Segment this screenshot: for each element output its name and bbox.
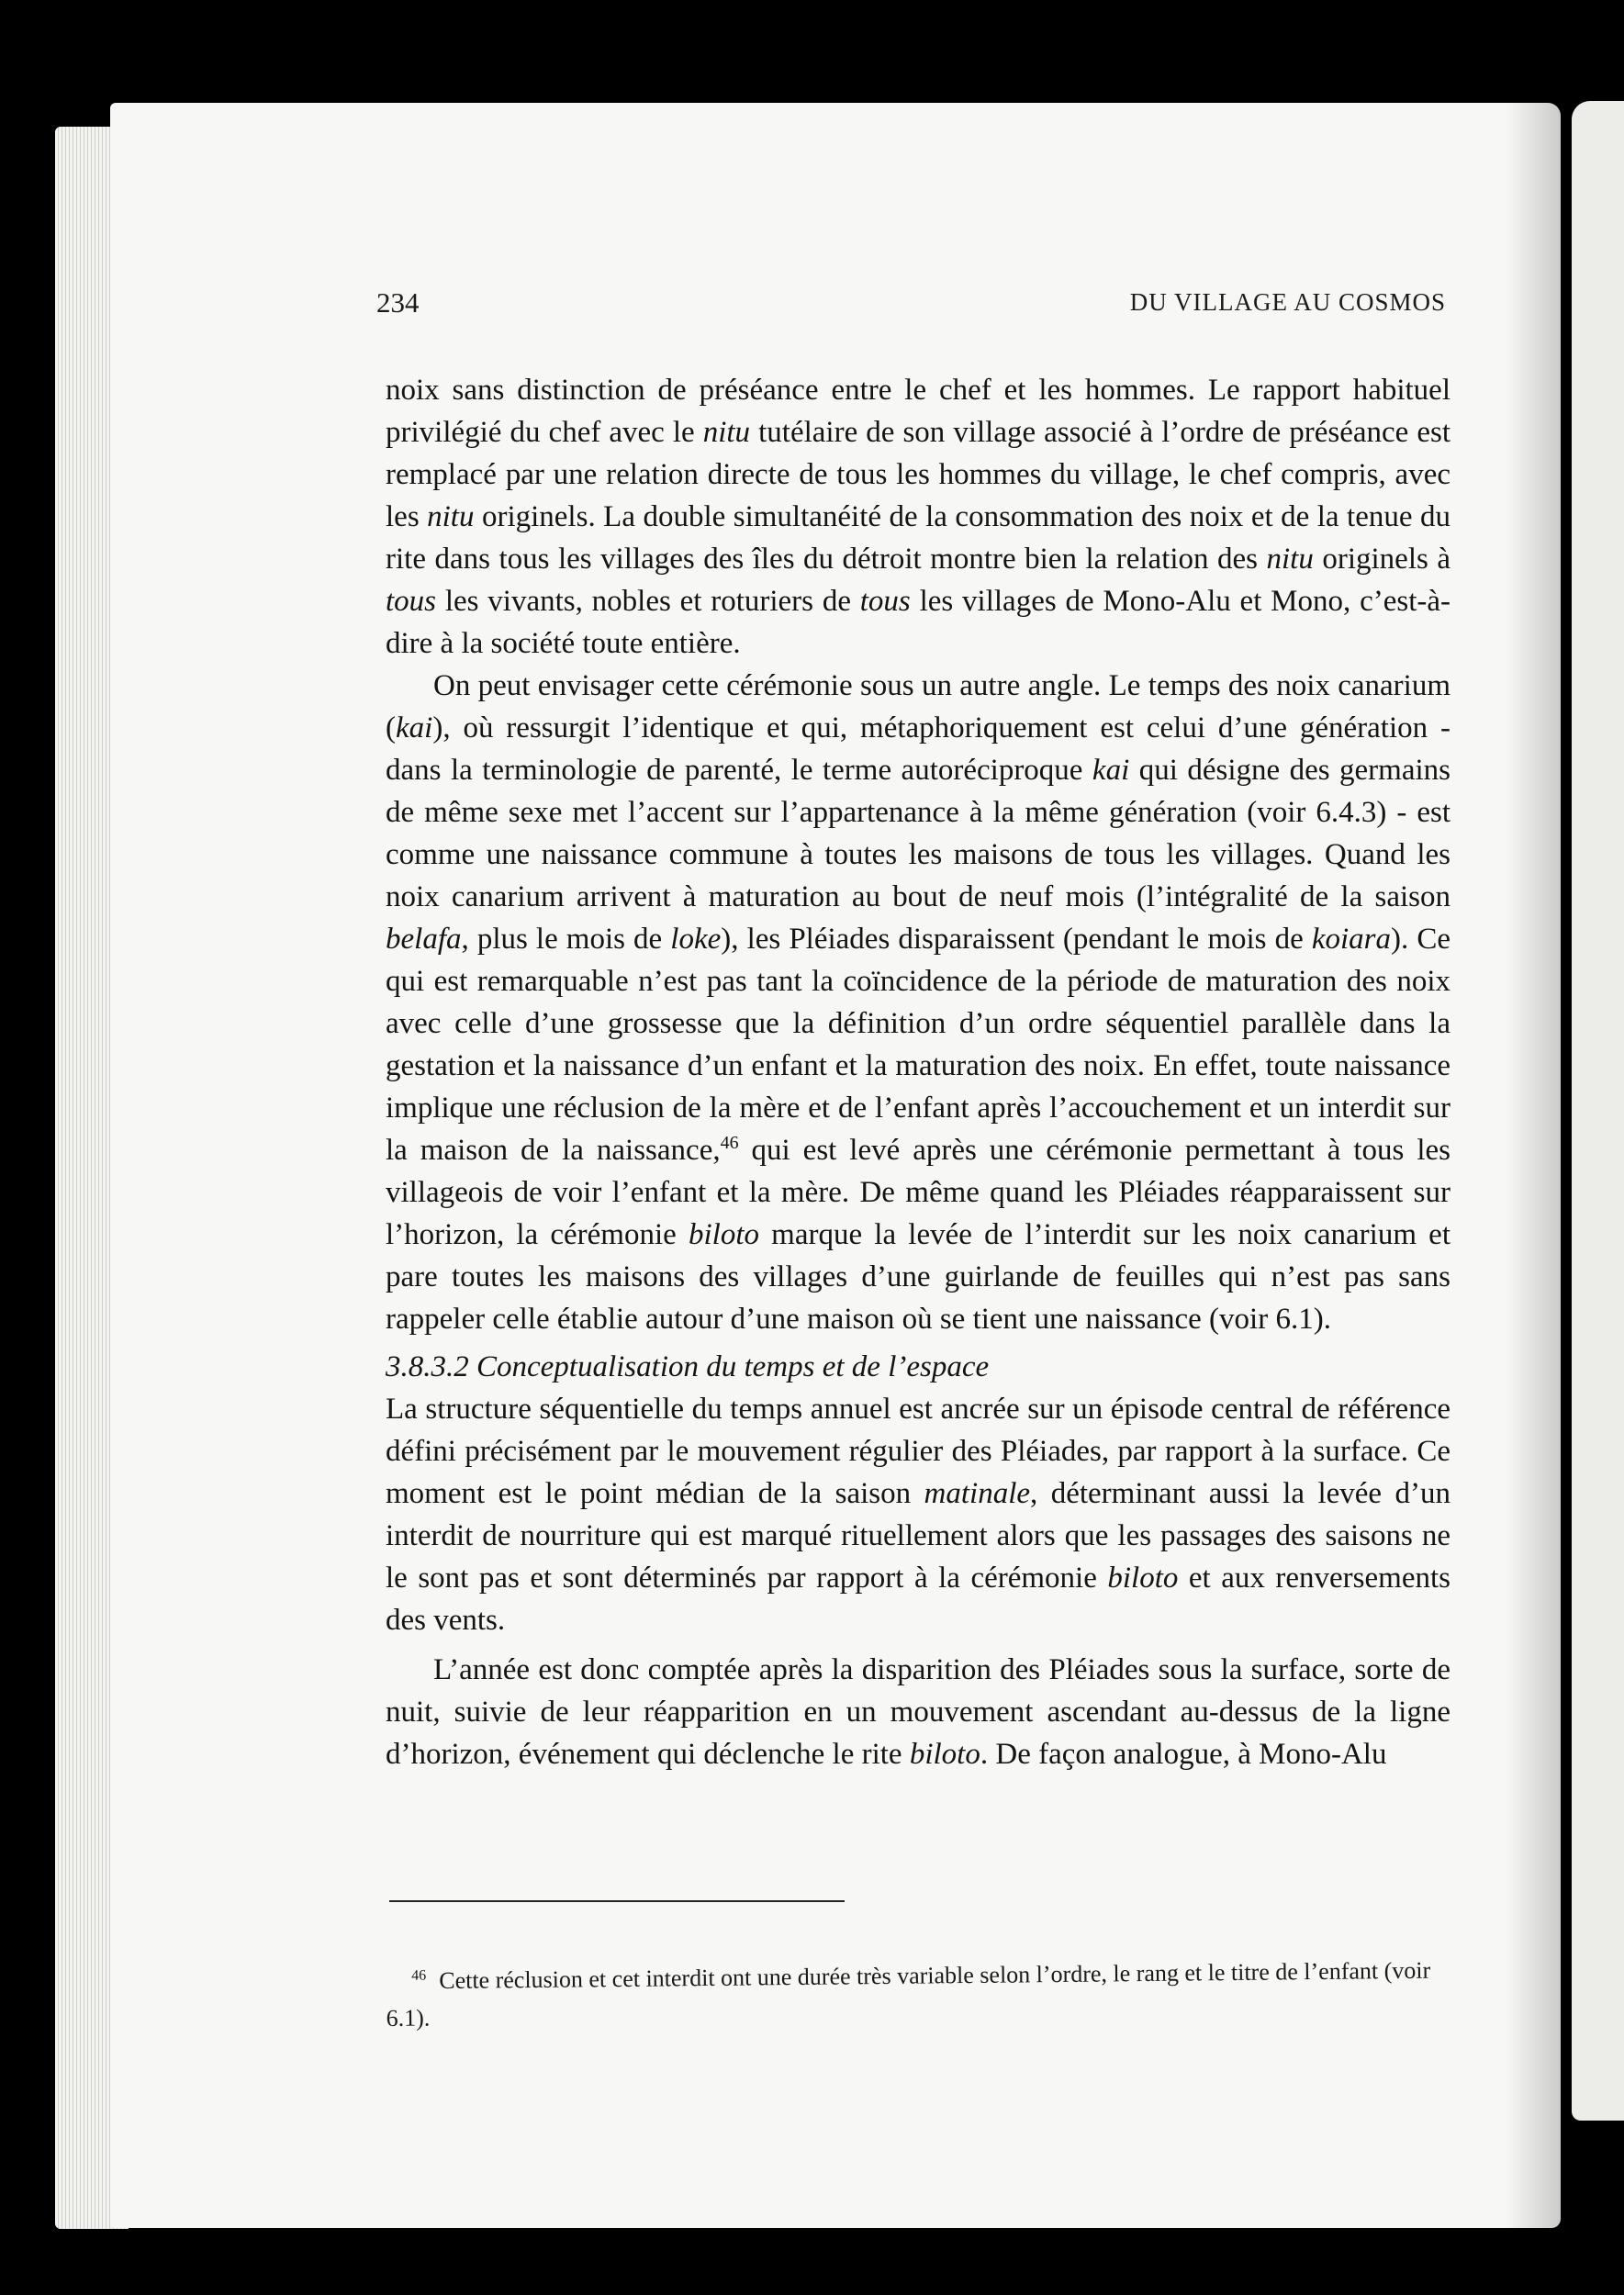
page-number: 234 <box>376 286 420 319</box>
section-heading: 3.8.3.2 Conceptualisation du temps et de l’espace <box>386 1350 990 1383</box>
page-header <box>376 286 1446 332</box>
paragraph-3: La structure séquentielle du temps annuel est ancrée sur un épisode central de référence défini précisément par le mouvement régulier des Pléiades, par rapport à la surface. Ce moment est le point médian de la saison matinale, déterminant aussi la levée d’un interdit de nourriture qui est marqué rituellement alors que les passages des saisons ne le sont pas et sont déterminés par rapport à la cérémonie biloto et aux renversements des vents. <box>386 1393 1450 1637</box>
spine-shadow <box>1506 103 1561 2228</box>
footnote-text: Cette réclusion et cet interdit ont une durée très variable selon l’ordre, le rang et le titre de l’enfant (voir 6.1). <box>386 1956 1431 2032</box>
footnote-marker: 46 <box>411 1967 427 1984</box>
footnote-divider <box>389 1900 845 1902</box>
paragraph-2: On peut envisager cette cérémonie sous un autre angle. Le temps des noix canarium (kai), où ressurgit l’identique et qui, métaphoriquement est celui d’une génération - dans la terminologie de parenté, le terme autoréciproque kai qui désigne des germains de même sexe met l’accent sur l’appartenance à la même génération (voir 6.4.3) - est comme une naissance commune à toutes les maisons de tous les villages. Quand les noix canarium arrivent à maturation au bout de neuf mois (l’intégralité de la saison belafa, plus le mois de loke), les Pléiades disparaissent (pendant le mois de koiara). Ce qui est remarquable n’est pas tant la coïncidence de la période de maturation des noix avec celle d’une grossesse que la définition d’un ordre séquentiel parallèle dans la gestation et la naissance d’un enfant et la maturation des noix. En effet, toute naissance implique une réclusion de la mère et de l’enfant après l’accouchement et un interdit sur la maison de la naissance,$^{46}$ qui est levé après une cérémonie permettant à tous les villageois de voir l’enfant et la mère. De même quand les Pléiades réapparaissent sur l’horizon, la cérémonie biloto marque la levée de l’interdit sur les noix canarium et pare toutes les maisons des villages d’une guirlande de feuilles qui n’est pas sans rappeler celle établie autour d’une maison où se tient une naissance (voir 6.1). <box>386 669 1451 1336</box>
footnote-reference[interactable]: 46 <box>720 1133 739 1153</box>
footnote <box>386 1947 1456 2037</box>
facing-page-edge <box>1572 101 1624 2121</box>
body-text <box>386 369 1450 1775</box>
paragraph-1: noix sans distinction de préséance entre le chef et les hommes. Le rapport habituel privilégié du chef avec le nitu tutélaire de son village associé à l’ordre de préséance est remplacé par une relation directe de tous les hommes du village, le chef compris, avec les nitu originels. La double simultanéité de la consommation des noix et de la tenue du rite dans tous les villages des îles du détroit montre bien la relation des nitu originels à tous les vivants, nobles et roturiers de tous les villages de Mono-Alu et Mono, c’est-à-dire à la société toute entière. <box>386 374 1450 660</box>
running-head: DU VILLAGE AU COSMOS <box>1129 288 1446 316</box>
paragraph-4: L’année est donc comptée après la disparition des Pléiades sous la surface, sorte de nuit, suivie de leur réapparition en un mouvement ascendant au-dessus de la ligne d’horizon, événement qui déclenche le rite biloto. De façon analogue, à Mono-Alu <box>386 1653 1450 1771</box>
